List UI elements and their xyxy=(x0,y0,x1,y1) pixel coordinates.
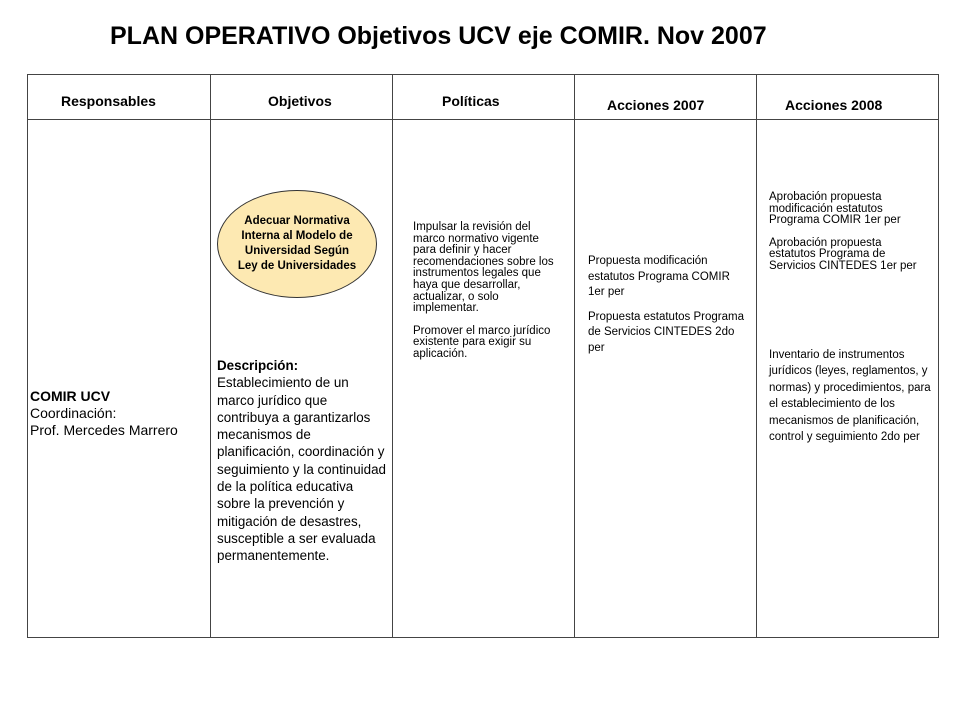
description-text: Establecimiento de un marco jurídico que contribuya a garantizarlos mecanismos de planificación, coordinación y seguimiento y la continuidad de la política educativa sobre la prevención y mitigación de desastres, susceptible a ser evaluada permanentemente. xyxy=(217,375,386,564)
header-acciones-2007: Acciones 2007 xyxy=(607,97,705,113)
header-objetivos: Objetivos xyxy=(268,93,332,109)
accion-2007-item: Propuesta modificación estatutos Programa COMIR 1er per xyxy=(588,255,730,299)
header-acciones-2008: Acciones 2008 xyxy=(785,97,883,113)
header-responsables: Responsables xyxy=(61,93,156,109)
header-politicas: Políticas xyxy=(442,93,500,109)
objective-oval xyxy=(217,190,377,298)
page-title: PLAN OPERATIVO Objetivos UCV eje COMIR. Nov 2007 xyxy=(110,22,767,50)
column-divider xyxy=(574,75,575,637)
responsable-org: COMIR UCV xyxy=(30,388,111,404)
column-divider xyxy=(210,75,211,637)
description-label: Descripción: xyxy=(217,358,299,373)
objective-description xyxy=(217,357,389,565)
politica-item: Impulsar la revisión del marco normativo vigente para definir y hacer recomendaciones sobre los instrumentos legales que haya que desarrollar, actualizar, o solo implementar. xyxy=(413,221,554,315)
column-divider xyxy=(392,75,393,637)
accion-2008-item: Aprobación propuesta estatutos Programa de Servicios CINTEDES 1er per xyxy=(769,236,917,272)
objective-oval-text: Adecuar Normativa Interna al Modelo de Universidad Según Ley de Universidades xyxy=(237,215,357,272)
politicas-cell xyxy=(413,222,563,361)
responsable-person: Prof. Mercedes Marrero xyxy=(30,422,178,438)
acciones-2008-cell xyxy=(769,192,929,273)
accion-2008-item: Inventario de instrumentos jurídicos (leyes, reglamentos, y normas) y procedimientos, para el establecimiento de los mecanismos de planificación, control y seguimiento 2do per xyxy=(769,349,931,444)
plan-table xyxy=(27,74,939,638)
accion-2007-item: Propuesta estatutos Programa de Servicios CINTEDES 2do per xyxy=(588,310,744,354)
acciones-2008-inventory xyxy=(769,347,931,445)
politica-item: Promover el marco jurídico existente para exigir su aplicación. xyxy=(413,324,551,360)
responsables-cell xyxy=(30,388,178,439)
acciones-2007-cell xyxy=(588,254,748,357)
header-divider xyxy=(28,119,938,120)
column-divider xyxy=(756,75,757,637)
accion-2008-item: Aprobación propuesta modificación estatutos Programa COMIR 1er per xyxy=(769,191,901,227)
responsable-role: Coordinación: xyxy=(30,405,117,421)
